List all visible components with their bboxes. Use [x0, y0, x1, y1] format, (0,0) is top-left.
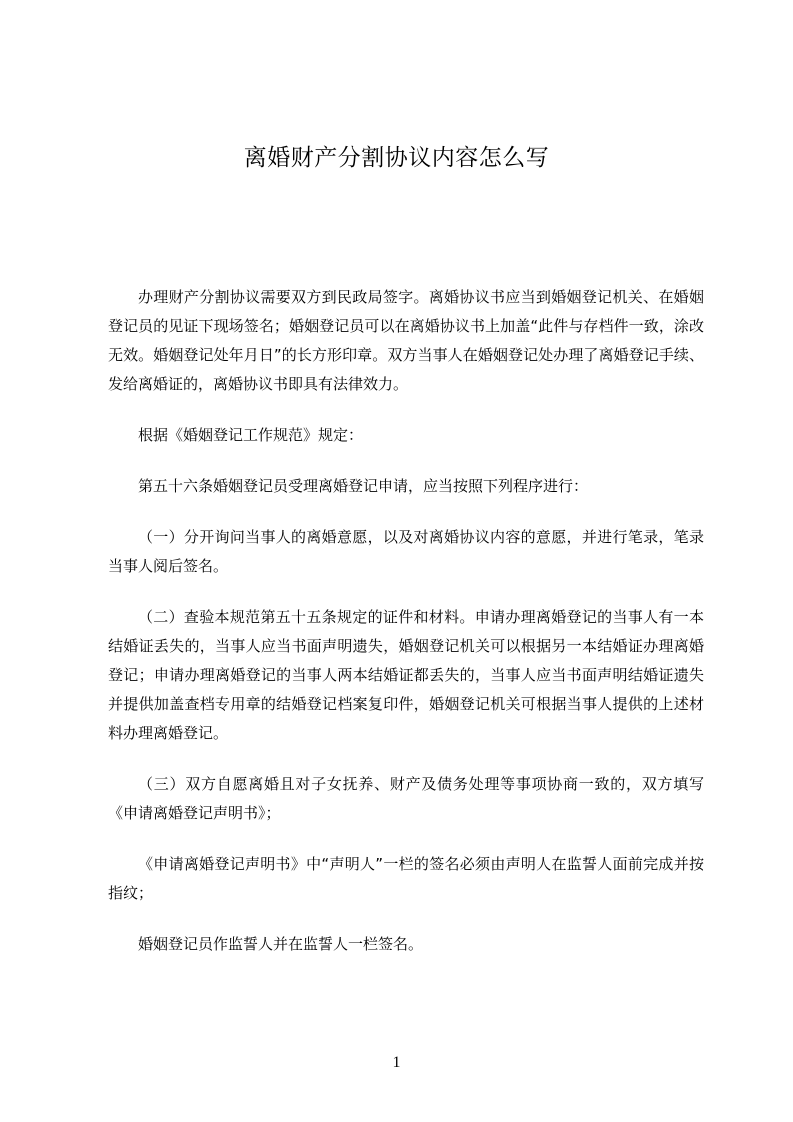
document-title: 离婚财产分割协议内容怎么写 [243, 145, 550, 171]
page-number: 1 [392, 1054, 401, 1071]
paragraph-registrar-witness: 婚姻登记员作监誓人并在监誓人一栏签名。 [138, 935, 424, 953]
paragraph-gap [108, 399, 704, 421]
paragraph-signing-requirement: 办理财产分割协议需要双方到民政局签字。离婚协议书应当到婚姻登记机关、在婚姻登记员的见证下现场签名；婚姻登记员可以在离婚协议书上加盖“此件与存档件一致，涂改无效。婚姻登记处年月日”的长方形印章。双方当事人在婚姻登记处办理了离婚登记手续、发给离婚证的，离婚协议书即具有法律效力。 [108, 288, 704, 393]
paragraph-gap [108, 581, 704, 603]
paragraph-gap [108, 501, 704, 523]
paragraph-regulation-reference: 根据《婚姻登记工作规范》规定： [138, 426, 364, 444]
paragraph-item-1: （一）分开询问当事人的离婚意愿，以及对离婚协议内容的意愿，并进行笔录，笔录当事人阅后签名。 [108, 528, 704, 575]
paragraph-gap [108, 828, 704, 850]
document-body [108, 283, 704, 959]
paragraph-gap [108, 450, 704, 472]
paragraph-gap [108, 748, 704, 770]
paragraph-article-56: 第五十六条婚姻登记员受理离婚登记申请，应当按照下列程序进行： [138, 477, 589, 495]
paragraph-gap [108, 908, 704, 930]
paragraph-declaration-signature: 《申请离婚登记声明书》中“声明人”一栏的签名必须由声明人在监誓人面前完成并按指纹； [108, 855, 704, 902]
paragraph-item-3: （三）双方自愿离婚且对子女抚养、财产及债务处理等事项协商一致的，双方填写《申请离婚登记声明书》； [108, 775, 704, 822]
paragraph-item-2: （二）查验本规范第五十五条规定的证件和材料。申请办理离婚登记的当事人有一本结婚证丢失的，当事人应当书面声明遗失，婚姻登记机关可以根据另一本结婚证办理离婚登记；申请办理离婚登记的当事人两本结婚证都丢失的，当事人应当书面声明结婚证遗失并提供加盖查档专用章的结婚登记档案复印件，婚姻登记机关可根据当事人提供的上述材料办理离婚登记。 [108, 608, 704, 742]
